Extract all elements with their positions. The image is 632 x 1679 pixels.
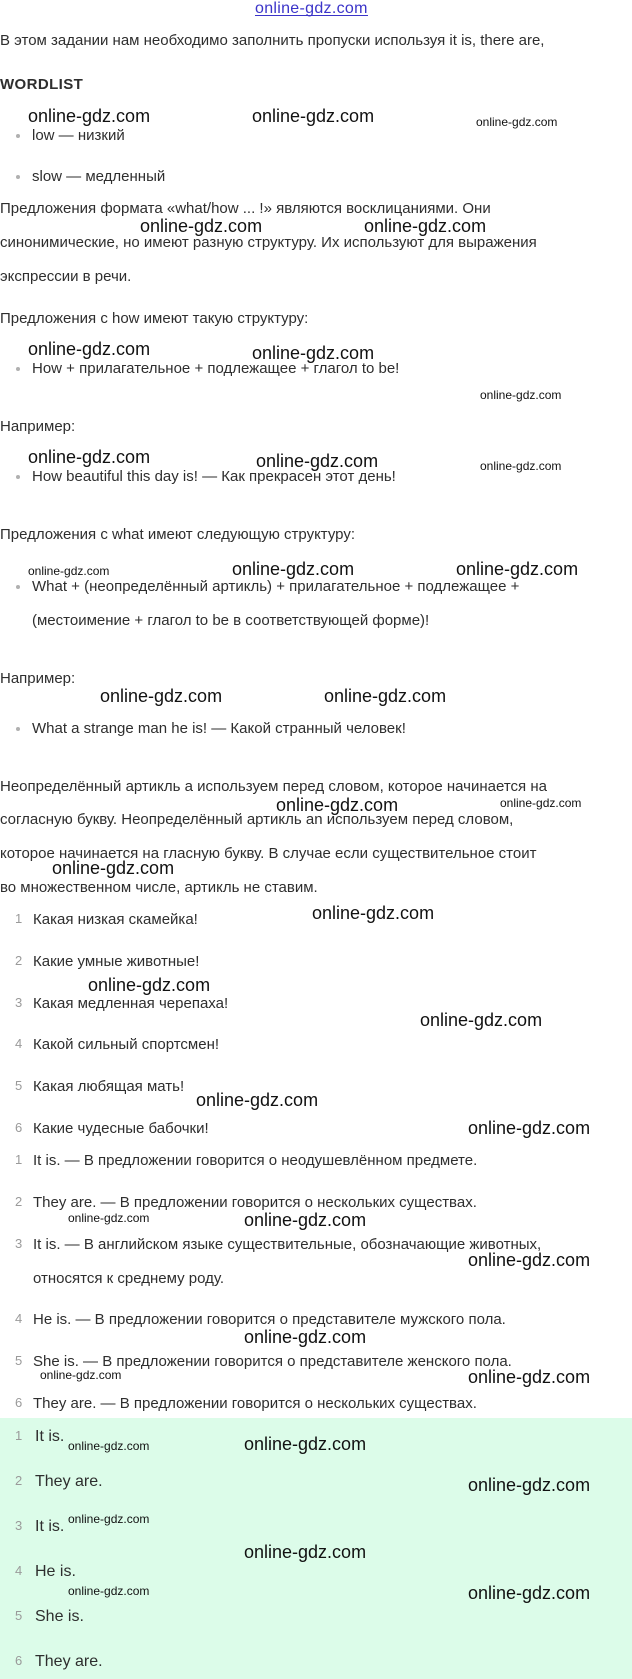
item-number: 3 (15, 995, 23, 1010)
item-number: 5 (15, 1608, 23, 1623)
item-number: 3 (15, 1518, 23, 1533)
item-text: They are. (35, 1653, 103, 1670)
item-text: Какие чудесные бабочки! (33, 1120, 209, 1137)
article-line: согласную букву. Неопределённый артикль an используем перед словом, (0, 811, 514, 828)
item-text: It is. (35, 1518, 65, 1535)
watermark: online-gdz.com (468, 1475, 591, 1495)
item-number: 4 (15, 1036, 23, 1051)
intro-text: В этом задании нам необходимо заполнить пропуски используя it is, there are, (0, 32, 545, 49)
article-line: которое начинается на гласную букву. В случае если существительное стоит (0, 845, 537, 862)
wordlist-item: low — низкий (32, 127, 125, 144)
what-rule: What + (неопределённый артикль) + прилагательное + подлежащее + (32, 578, 520, 595)
item-number: 2 (15, 1473, 23, 1488)
explanation-line: Предложения формата «what/how ... !» являются восклицаниями. Они (0, 200, 491, 217)
item-text: He is. — В предложении говорится о представителе мужского пола. (33, 1311, 506, 1328)
what-intro: Предложения с what имеют следующую структуру: (0, 526, 356, 543)
item-number: 4 (15, 1563, 23, 1578)
item-number: 5 (15, 1353, 23, 1368)
item-number: 1 (15, 1428, 23, 1443)
watermark: online-gdz.com (276, 795, 399, 815)
watermark: online-gdz.com (252, 343, 375, 363)
watermark: online-gdz.com (420, 1010, 543, 1030)
item-number: 1 (15, 911, 23, 926)
watermark: online-gdz.com (68, 1211, 150, 1225)
what-example: What a strange man he is! — Какой странный человек! (32, 720, 406, 737)
item-number: 2 (15, 953, 23, 968)
item-text: She is. (35, 1608, 84, 1625)
site-title-link[interactable]: online-gdz.com (255, 0, 368, 17)
watermark: online-gdz.com (480, 459, 562, 473)
watermark: online-gdz.com (312, 903, 435, 923)
watermark: online-gdz.com (40, 1368, 122, 1382)
watermark: online-gdz.com (52, 858, 175, 878)
watermark: online-gdz.com (68, 1512, 150, 1526)
watermark: online-gdz.com (480, 388, 562, 402)
watermark: online-gdz.com (244, 1210, 367, 1230)
watermark: online-gdz.com (468, 1250, 591, 1270)
watermark: online-gdz.com (28, 564, 110, 578)
item-text: They are. (35, 1473, 103, 1490)
watermark: online-gdz.com (196, 1090, 319, 1110)
item-text: It is. — В английском языке существительные, обозначающие животных, (33, 1236, 542, 1253)
watermark: online-gdz.com (68, 1439, 150, 1453)
item-number: 6 (15, 1395, 23, 1410)
how-intro: Предложения с how имеют такую структуру: (0, 310, 309, 327)
example-label: Например: (0, 418, 76, 435)
watermark: online-gdz.com (468, 1118, 591, 1138)
watermark: online-gdz.com (252, 106, 375, 126)
watermark: online-gdz.com (468, 1583, 591, 1603)
item-number: 6 (15, 1120, 23, 1135)
watermark: online-gdz.com (140, 216, 263, 236)
watermark: online-gdz.com (28, 447, 151, 467)
item-number: 3 (15, 1236, 23, 1251)
wordlist-item: slow — медленный (32, 168, 166, 185)
item-text: Какая любящая мать! (33, 1078, 185, 1095)
watermark: online-gdz.com (88, 975, 211, 995)
explanation-line: синонимические, но имеют разную структуру. Их используют для выражения (0, 234, 537, 251)
watermark: online-gdz.com (256, 451, 379, 471)
watermark: online-gdz.com (476, 115, 558, 129)
item-text: Какой сильный спортсмен! (33, 1036, 220, 1053)
reason-continued: относятся к среднему роду. (33, 1270, 225, 1287)
watermark: online-gdz.com (244, 1542, 367, 1562)
example-label: Например: (0, 670, 76, 687)
cut-off-line (0, 54, 632, 60)
item-text: It is. (35, 1428, 65, 1445)
watermark: online-gdz.com (244, 1434, 367, 1454)
watermark: online-gdz.com (468, 1367, 591, 1387)
watermark: online-gdz.com (244, 1327, 367, 1347)
watermark: online-gdz.com (456, 559, 579, 579)
watermark: online-gdz.com (232, 559, 355, 579)
item-number: 1 (15, 1152, 23, 1167)
item-number: 6 (15, 1653, 23, 1668)
watermark: online-gdz.com (364, 216, 487, 236)
watermark: online-gdz.com (500, 796, 582, 810)
item-text: Какая низкая скамейка! (33, 911, 198, 928)
article-line: во множественном числе, артикль не ставим. (0, 879, 318, 896)
watermark: online-gdz.com (28, 339, 151, 359)
item-text: They are. — В предложении говорится о нескольких существах. (33, 1395, 477, 1412)
item-number: 2 (15, 1194, 23, 1209)
what-rule-continued: (местоимение + глагол to be в соответствующей форме)! (32, 612, 430, 629)
article-line: Неопределённый артикль a используем перед словом, которое начинается на (0, 778, 547, 795)
watermark: online-gdz.com (68, 1584, 150, 1598)
item-number: 4 (15, 1311, 23, 1326)
item-text: Какая медленная черепаха! (33, 995, 229, 1012)
watermark: online-gdz.com (28, 106, 151, 126)
how-example: How beautiful this day is! — Как прекрасен этот день! (32, 468, 396, 485)
item-text: She is. — В предложении говорится о представителе женского пола. (33, 1353, 512, 1370)
watermark: online-gdz.com (324, 686, 447, 706)
explanation-line: экспрессии в речи. (0, 268, 132, 285)
item-text: It is. — В предложении говорится о неодушевлённом предмете. (33, 1152, 478, 1169)
item-number: 5 (15, 1078, 23, 1093)
item-text: He is. (35, 1563, 76, 1580)
how-rule: How + прилагательное + подлежащее + глагол to be! (32, 360, 400, 377)
wordlist-heading: WORDLIST (0, 76, 84, 93)
item-text: They are. — В предложении говорится о нескольких существах. (33, 1194, 477, 1211)
watermark: online-gdz.com (100, 686, 223, 706)
item-text: Какие умные животные! (33, 953, 200, 970)
